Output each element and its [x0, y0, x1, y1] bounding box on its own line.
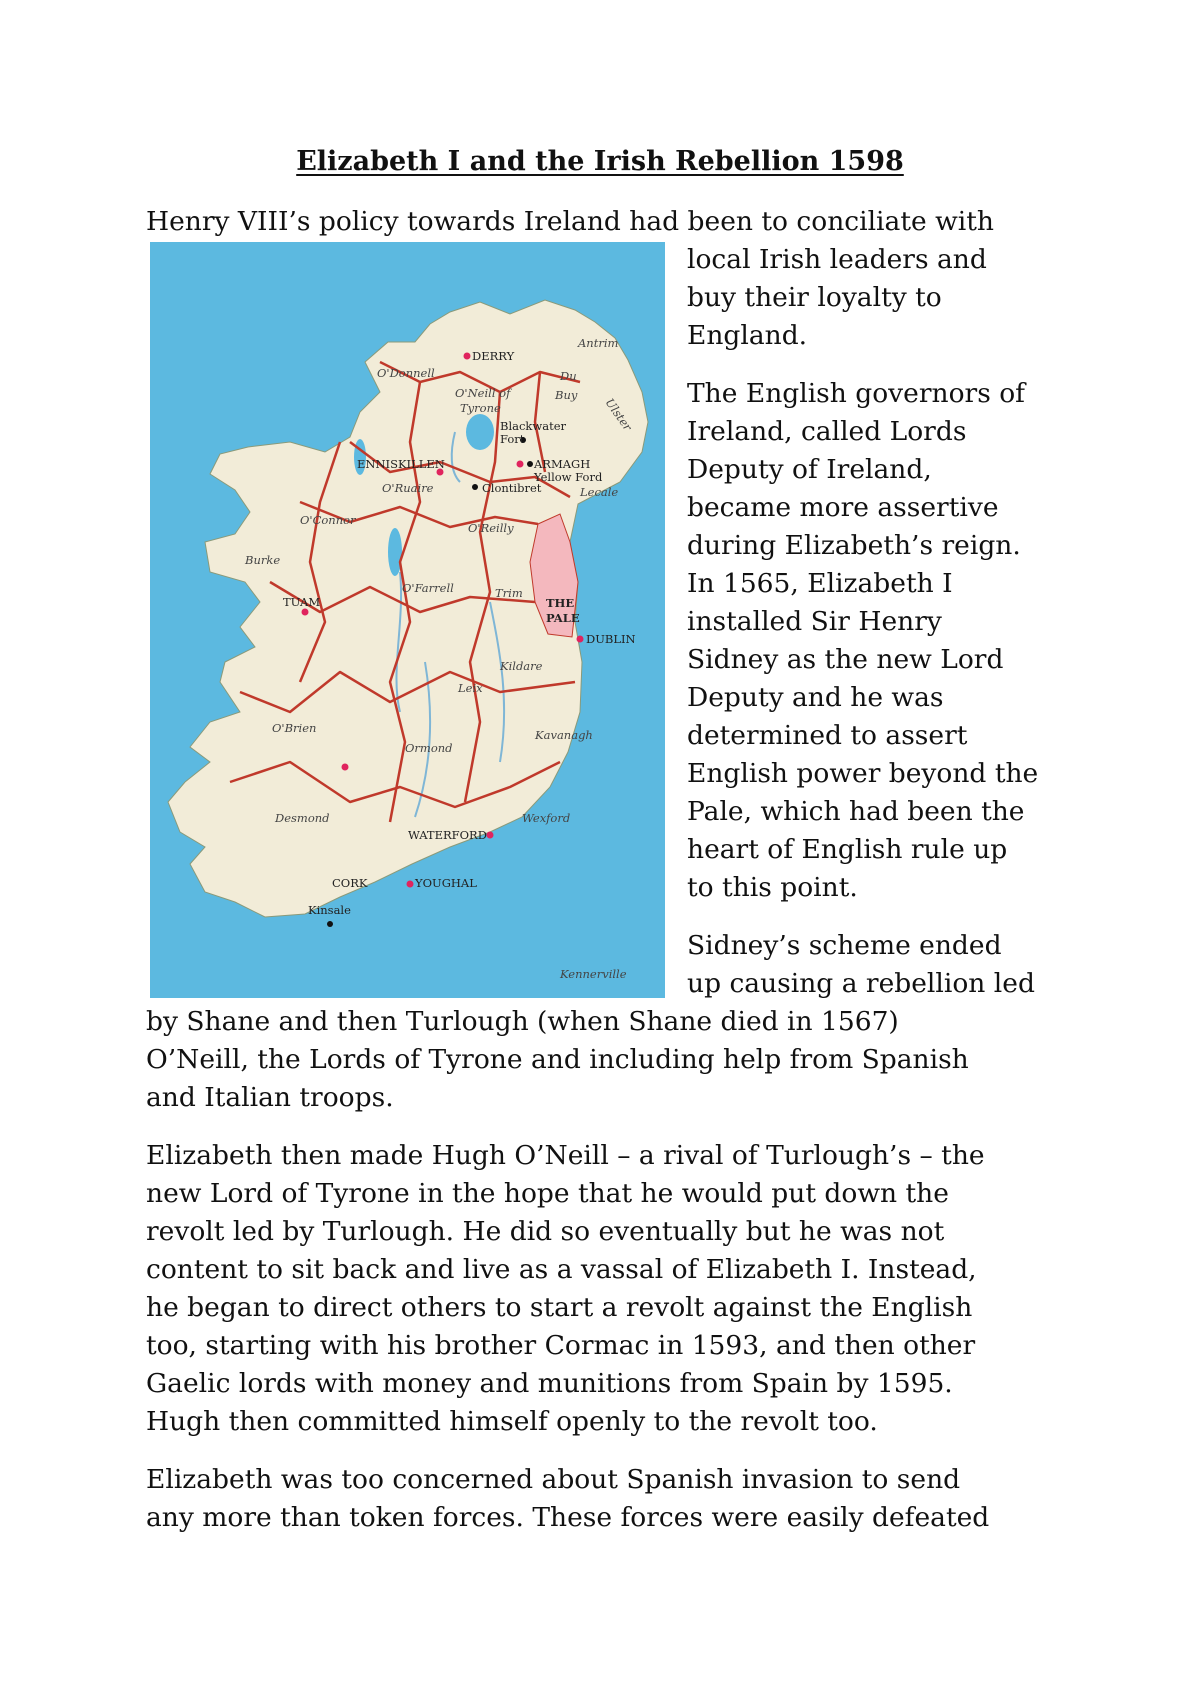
p2-line-6: In 1565, Elizabeth I: [687, 568, 953, 599]
p2-line-2: Ireland, called Lords: [687, 416, 967, 447]
map-label-kavanagh: Kavanagh: [535, 728, 593, 742]
p2-line-5: during Elizabeth’s reign.: [687, 530, 1021, 561]
p2-line-12: Pale, which had been the: [687, 796, 1025, 827]
map-label-fort: Fort: [500, 432, 525, 446]
p4-line-3: revolt led by Turlough. He did so eventually but he was not: [146, 1216, 945, 1247]
p3-line-4: O’Neill, the Lords of Tyrone and including help from Spanish: [146, 1044, 969, 1075]
map-label-kinsale: Kinsale: [308, 903, 351, 917]
p4-line-4: content to sit back and live as a vassal of Elizabeth I. Instead,: [146, 1254, 977, 1285]
p2-line-1: The English governors of: [687, 378, 1025, 409]
p3-line-1: Sidney’s scheme ended: [687, 930, 1002, 961]
map-label-obrien: O'Brien: [272, 721, 317, 735]
map-lough-neagh: [466, 414, 494, 450]
p1-line-4: England.: [687, 320, 808, 351]
p2-line-4: became more assertive: [687, 492, 999, 523]
p4-line-8: Hugh then committed himself openly to the revolt too.: [146, 1406, 878, 1437]
map-label-yellow-ford: Yellow Ford: [534, 470, 603, 484]
map-label-wexford: Wexford: [522, 811, 571, 825]
p2-line-13: heart of English rule up: [687, 834, 1008, 865]
p3-line-2: up causing a rebellion led: [687, 968, 1035, 999]
map-label-dublin: DUBLIN: [586, 632, 636, 646]
map-label-enniskillen: ENNISKILLEN: [357, 457, 445, 471]
p4-line-7: Gaelic lords with money and munitions from Spain by 1595.: [146, 1368, 953, 1399]
p3-line-3: by Shane and then Turlough (when Shane died in 1567): [146, 1006, 899, 1037]
map-label-oconnor: O'Connor: [300, 513, 356, 527]
map-label-desmond: Desmond: [275, 811, 330, 825]
map-label-burke: Burke: [245, 553, 281, 567]
map-label-kildare: Kildare: [500, 659, 543, 673]
map-label-buy: Buy: [555, 388, 578, 402]
p4-line-5: he began to direct others to start a revolt against the English: [146, 1292, 973, 1323]
map-label-oruaire: O'Ruaire: [382, 481, 434, 495]
map-label-odonnell: O'Donnell: [377, 366, 435, 380]
map-label-blackwater-fort: Blackwater: [500, 419, 567, 433]
p4-line-1: Elizabeth then made Hugh O’Neill – a rival of Turlough’s – the: [146, 1140, 985, 1171]
ireland-map: [150, 242, 665, 998]
p3-line-5: and Italian troops.: [146, 1082, 394, 1113]
document-title: Elizabeth I and the Irish Rebellion 1598: [296, 146, 904, 177]
map-label-the: THE: [546, 596, 575, 610]
p2-line-10: determined to assert: [687, 720, 968, 751]
map-signature: Kennerville: [560, 967, 627, 981]
p4-line-6: too, starting with his brother Cormac in 1593, and then other: [146, 1330, 976, 1361]
map-label-ulster: Ulster: [602, 395, 635, 434]
map-label-trim: Trim: [495, 586, 523, 600]
map-label-waterford: WATERFORD: [408, 828, 487, 842]
map-label-ormond: Ormond: [405, 741, 453, 755]
p1-line-3: buy their loyalty to: [687, 282, 942, 313]
map-label-du: Du: [560, 369, 577, 383]
map-label-armagh: ARMAGH: [534, 457, 591, 471]
p2-line-3: Deputy of Ireland,: [687, 454, 932, 485]
p2-line-7: installed Sir Henry: [687, 606, 942, 637]
map-label-derry: DERRY: [472, 349, 515, 363]
map-label-tyrone: Tyrone: [460, 401, 501, 415]
map-label-cork: CORK: [332, 876, 368, 890]
p1-line-2: local Irish leaders and: [687, 244, 987, 275]
map-label-clontibret: Clontibret: [482, 481, 542, 495]
p4-line-2: new Lord of Tyrone in the hope that he would put down the: [146, 1178, 949, 1209]
p5-line-1: Elizabeth was too concerned about Spanish invasion to send: [146, 1464, 961, 1495]
p2-line-11: English power beyond the: [687, 758, 1039, 789]
p2-line-8: Sidney as the new Lord: [687, 644, 1004, 675]
ireland-map-graphic: [150, 242, 665, 998]
map-label-youghal: YOUGHAL: [415, 876, 477, 890]
p5-line-2: any more than token forces. These forces were easily defeated: [146, 1502, 990, 1533]
p2-line-9: Deputy and he was: [687, 682, 944, 713]
map-label-pale: PALE: [546, 611, 580, 625]
map-label-oreilly: O'Reilly: [468, 521, 514, 535]
p1-line-1: Henry VIII’s policy towards Ireland had been to conciliate with: [146, 206, 994, 237]
map-label-leix: Leix: [458, 681, 483, 695]
map-label-lecale: Lecale: [580, 485, 619, 499]
map-label-tuam: TUAM: [283, 595, 321, 609]
map-label-ofarrell: O'Farrell: [402, 581, 454, 595]
map-label-oneill-of: O'Neill of: [455, 386, 511, 400]
map-label-antrim: Antrim: [578, 336, 619, 350]
p2-line-14: to this point.: [687, 872, 858, 903]
